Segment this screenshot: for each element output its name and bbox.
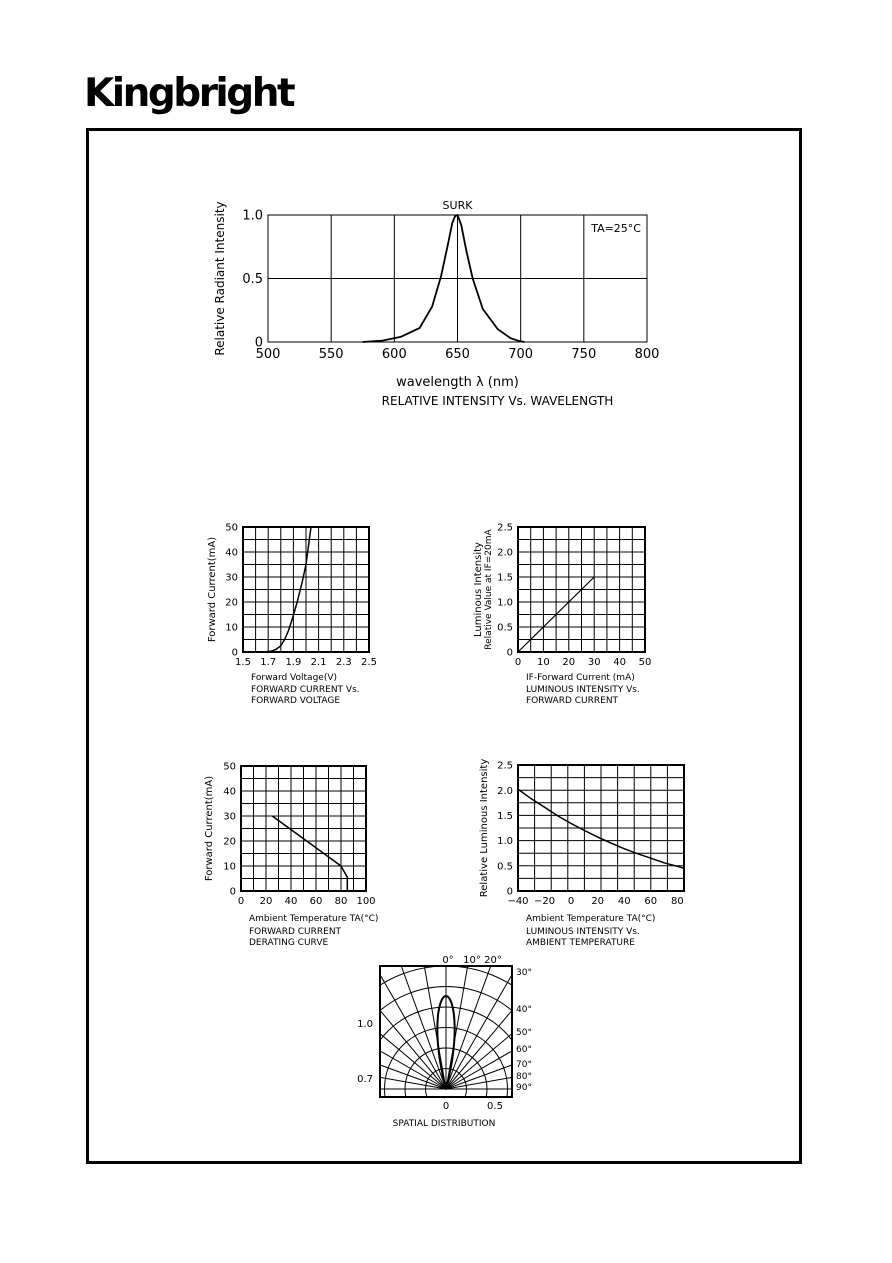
x-tick-label: 750 bbox=[571, 347, 597, 362]
y-tick-label: 50 bbox=[223, 761, 236, 773]
y-axis-label: Forward Current(mA) bbox=[207, 536, 218, 643]
x-tick-label: 100 bbox=[356, 896, 376, 907]
x-tick-label: −20 bbox=[534, 896, 556, 907]
x-tick-label: 1.5 bbox=[235, 657, 251, 668]
kingbright-logo: Kingbright bbox=[84, 71, 294, 116]
x-tick-label: 20 bbox=[562, 657, 576, 668]
x-tick-label: 40 bbox=[617, 896, 631, 907]
chart-title: RELATIVE INTENSITY Vs. WAVELENGTH bbox=[381, 394, 614, 408]
x-tick-label: 0 bbox=[514, 657, 522, 668]
x-axis-label: Ambient Temperature TA(°C) bbox=[249, 914, 379, 924]
x-axis-label: Forward Voltage(V) bbox=[251, 673, 337, 683]
radial-label-bottom: 0.5 bbox=[487, 1101, 503, 1112]
x-tick-label: −40 bbox=[507, 896, 529, 907]
angle-label-right: 40° bbox=[516, 1005, 532, 1015]
y-tick-label: 10 bbox=[223, 861, 236, 873]
chart-title: FORWARD CURRENT bbox=[249, 927, 342, 937]
chart-title-line2: DERATING CURVE bbox=[249, 938, 329, 948]
y-axis-label: Relative Radiant Intensity bbox=[213, 201, 227, 356]
y-tick-label: 0.5 bbox=[497, 622, 513, 634]
y-tick-label: 0 bbox=[229, 886, 236, 898]
x-tick-label: 10 bbox=[537, 657, 550, 668]
y-tick-label: 0 bbox=[506, 647, 513, 659]
x-axis-label: wavelength λ (nm) bbox=[396, 375, 519, 390]
chart-title-line2: FORWARD CURRENT bbox=[526, 696, 619, 706]
x-tick-label: 0 bbox=[567, 896, 575, 907]
y-tick-label: 30 bbox=[223, 811, 236, 823]
y-tick-label: 0 bbox=[231, 647, 238, 659]
y-tick-label: 40 bbox=[225, 547, 238, 559]
angle-label-right: 30° bbox=[516, 968, 532, 978]
y-tick-label: 10 bbox=[225, 622, 238, 634]
x-axis-label: IF-Forward Current (mA) bbox=[526, 673, 635, 683]
x-tick-label: 800 bbox=[634, 347, 660, 362]
y-axis-label: Forward Current(mA) bbox=[204, 775, 215, 882]
angle-label-right: 50° bbox=[516, 1028, 532, 1038]
radial-label-left: 0.7 bbox=[357, 1074, 373, 1085]
y-tick-label: 1.0 bbox=[497, 836, 513, 848]
x-tick-label: 80 bbox=[670, 896, 684, 907]
y-tick-label: 2.5 bbox=[497, 760, 513, 772]
y-tick-label: 1.0 bbox=[242, 208, 263, 224]
y-tick-label: 50 bbox=[225, 522, 238, 534]
y-tick-label: 0.5 bbox=[242, 272, 263, 288]
y-tick-label: 2.5 bbox=[497, 522, 513, 534]
x-tick-label: 700 bbox=[508, 347, 534, 362]
radial-label-bottom: 0 bbox=[442, 1101, 450, 1112]
x-tick-label: 550 bbox=[318, 347, 344, 362]
x-tick-label: 2.5 bbox=[361, 657, 377, 668]
y-tick-label: 1.5 bbox=[497, 572, 513, 584]
y-axis-label-2: Relative Value at IF=20mA bbox=[484, 529, 494, 650]
y-tick-label: 1.5 bbox=[497, 811, 513, 822]
x-axis-label: Ambient Temperature TA(°C) bbox=[526, 914, 656, 924]
y-tick-label: 30 bbox=[225, 572, 238, 584]
x-tick-label: 60 bbox=[644, 896, 658, 907]
series-label: SURK bbox=[442, 199, 473, 212]
x-tick-label: 40 bbox=[284, 896, 298, 907]
chart-title: SPATIAL DISTRIBUTION bbox=[392, 1119, 496, 1129]
angle-label-top: 0° bbox=[442, 955, 454, 966]
angle-label-right: 60° bbox=[516, 1045, 532, 1055]
chart-5 bbox=[479, 759, 684, 948]
y-tick-label: 2.0 bbox=[497, 547, 513, 559]
x-tick-label: 1.7 bbox=[260, 657, 277, 668]
x-tick-label: 20 bbox=[259, 896, 273, 907]
y-axis-label: Luminous Intensity bbox=[473, 542, 484, 637]
temperature-annotation: TA=25°C bbox=[591, 222, 641, 235]
y-axis-label: Relative Luminous Intensity bbox=[479, 758, 490, 898]
x-tick-label: 60 bbox=[309, 896, 323, 907]
x-tick-label: 1.9 bbox=[285, 657, 302, 668]
x-tick-label: 600 bbox=[381, 347, 407, 362]
y-tick-label: 2.0 bbox=[497, 785, 513, 797]
chart-title: FORWARD CURRENT Vs. bbox=[251, 685, 360, 695]
x-tick-label: 30 bbox=[587, 657, 601, 668]
x-tick-label: 20 bbox=[591, 896, 605, 907]
y-tick-label: 0.5 bbox=[497, 861, 513, 873]
chart-title-line2: FORWARD VOLTAGE bbox=[251, 696, 341, 706]
y-tick-label: 40 bbox=[223, 786, 236, 798]
x-tick-label: 80 bbox=[334, 896, 348, 907]
angle-label-right: 80° bbox=[516, 1072, 532, 1082]
chart-title: LUMINOUS INTENSITY Vs. bbox=[526, 685, 640, 695]
y-tick-label: 20 bbox=[223, 836, 236, 848]
radial-label-left: 1.0 bbox=[357, 1019, 373, 1030]
polar-spoke bbox=[446, 989, 619, 1089]
x-tick-label: 650 bbox=[445, 347, 470, 362]
x-tick-label: 40 bbox=[613, 657, 626, 668]
y-tick-label: 0 bbox=[254, 335, 263, 351]
chart-3 bbox=[473, 523, 651, 706]
chart-1 bbox=[213, 199, 659, 408]
angle-label-top: 20° bbox=[484, 955, 502, 966]
x-tick-label: 500 bbox=[255, 347, 281, 362]
angle-label-right: 70° bbox=[516, 1060, 532, 1070]
chart-title: LUMINOUS INTENSITY Vs. bbox=[526, 927, 640, 937]
x-tick-label: 0 bbox=[237, 896, 245, 907]
x-tick-label: 2.3 bbox=[335, 657, 352, 668]
chart-title-line2: AMBIENT TEMPERATURE bbox=[526, 938, 635, 948]
y-tick-label: 0 bbox=[506, 886, 513, 898]
chart-4 bbox=[204, 762, 378, 948]
chart-2 bbox=[207, 523, 377, 706]
x-tick-label: 2.1 bbox=[310, 657, 327, 668]
x-tick-label: 50 bbox=[638, 657, 652, 668]
angle-label-right: 90° bbox=[516, 1083, 532, 1093]
angle-label-top: 10° bbox=[463, 955, 481, 966]
y-tick-label: 20 bbox=[225, 597, 238, 609]
y-tick-label: 1.0 bbox=[497, 597, 513, 609]
